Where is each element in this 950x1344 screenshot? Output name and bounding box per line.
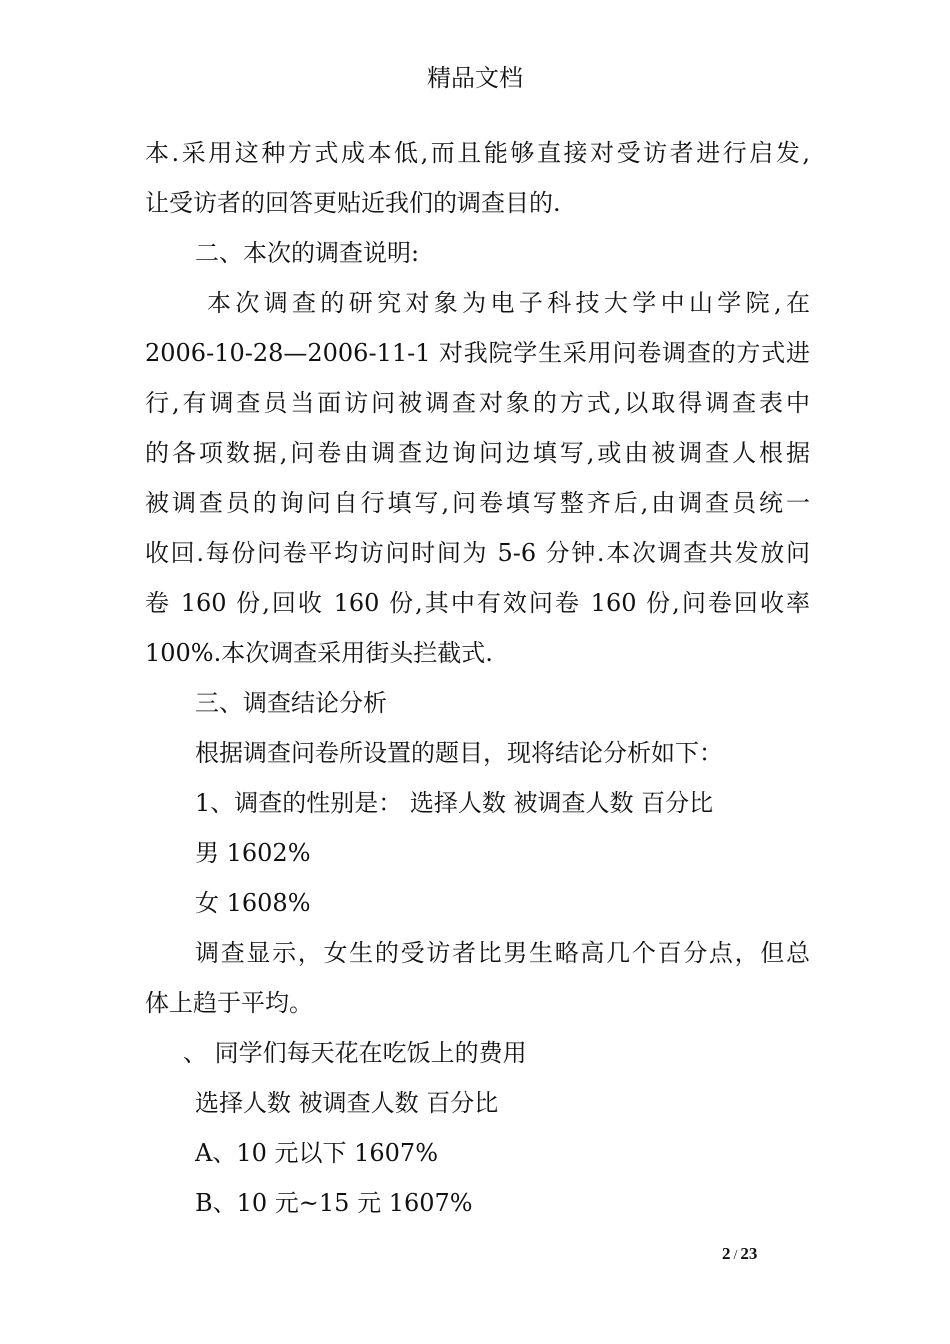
page-header-title: 精品文档 [427,64,523,92]
paragraph-line: 2006-10-28—2006-11-1 对我院学生采用问卷调查的方式进 [145,339,810,367]
survey-question: 1、调查的性别是： 选择人数 被调查人数 百分比 [195,789,714,817]
total-pages: 23 [740,1244,758,1263]
paragraph-line: 本.采用这种方式成本低,而且能够直接对受访者进行启发, [145,139,810,167]
section-heading: 三、调查结论分析 [195,689,387,717]
page-number [722,1242,757,1268]
survey-question: 、 同学们每天花在吃饭上的费用 [183,1039,527,1067]
paragraph-line: 100%.本次调查采用街头拦截式. [145,639,493,667]
paragraph-line: 卷 160 份,回收 160 份,其中有效问卷 160 份,问卷回收率 [145,589,810,617]
paragraph-line: 被调查员的询问自行填写,问卷填写整齐后,由调查员统一 [145,489,810,517]
paragraph-line: 本次调查的研究对象为电子科技大学中山学院,在 [207,289,810,317]
paragraph-line: 行,有调查员当面访问被调查对象的方式,以取得调查表中 [145,389,810,417]
page-separator: / [733,1248,738,1263]
paragraph-line: 体上趋于平均。 [145,989,313,1017]
survey-answer-row: 女 1608% [195,889,311,917]
current-page: 2 [722,1244,731,1263]
document-body [145,128,810,1228]
survey-table-header: 选择人数 被调查人数 百分比 [195,1089,499,1117]
paragraph-line: 收回.每份问卷平均访问时间为 5-6 分钟.本次调查共发放问 [145,539,810,567]
paragraph-line: 让受访者的回答更贴近我们的调查目的. [145,189,561,217]
section-heading: 二、本次的调查说明: [195,239,420,267]
paragraph-line: 调查显示，女生的受访者比男生略高几个百分点，但总 [195,939,810,967]
survey-answer-row: A、10 元以下 1607% [195,1139,439,1167]
paragraph-line: 根据调查问卷所设置的题目，现将结论分析如下： [195,739,723,767]
survey-answer-row: B、10 元~15 元 1607% [195,1189,473,1217]
survey-answer-row: 男 1602% [195,839,311,867]
paragraph-line: 的各项数据,问卷由调查边询问边填写,或由被调查人根据 [145,439,810,467]
